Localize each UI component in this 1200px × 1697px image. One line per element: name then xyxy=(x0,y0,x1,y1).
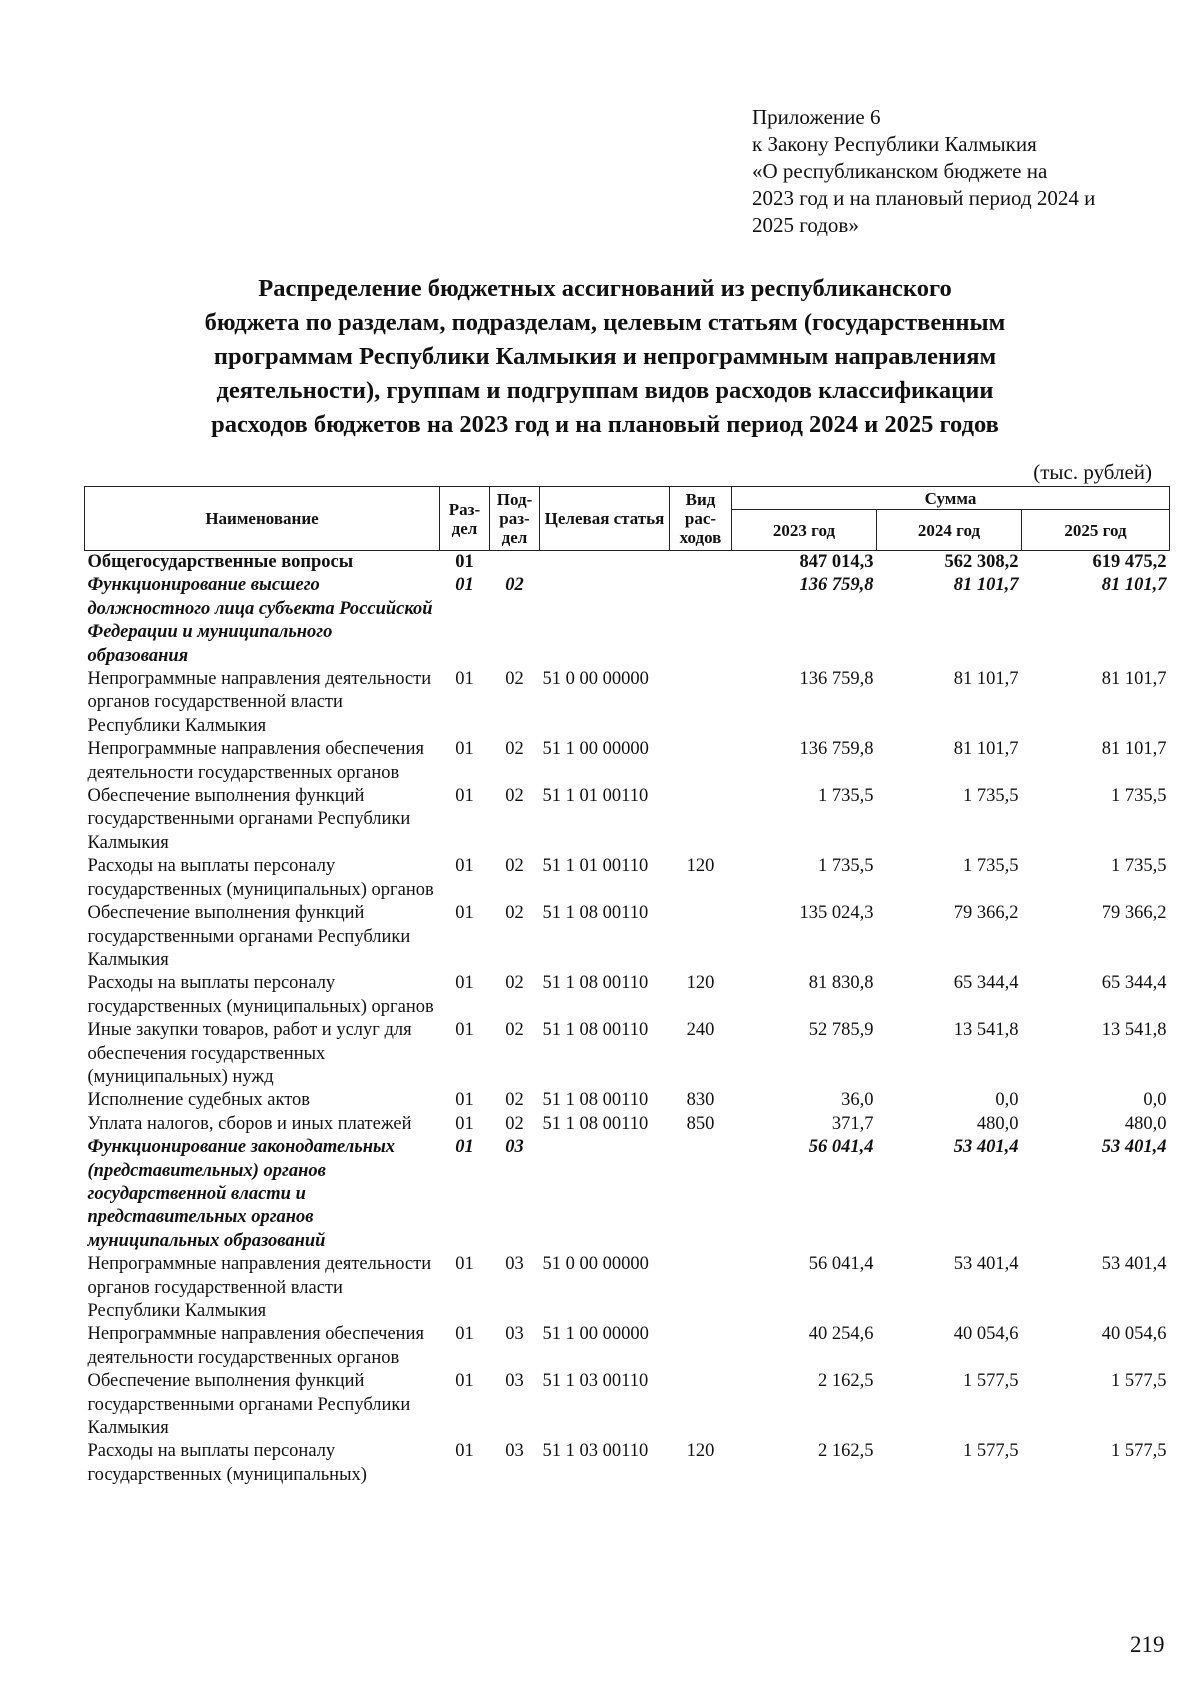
cell-sum-2025: 40 054,6 xyxy=(1101,1324,1167,1345)
cell-subsection: 02 xyxy=(505,1090,524,1111)
cell-section: 01 xyxy=(455,669,474,690)
cell-sum-2025: 13 541,8 xyxy=(1101,1020,1167,1041)
header-name: Наименование xyxy=(85,487,440,551)
cell-subsection: 02 xyxy=(505,669,524,690)
title-line: расходов бюджетов на 2023 год и на плановый период 2024 и 2025 годов xyxy=(211,411,999,438)
table-row xyxy=(85,1253,1170,1323)
cell-sum-2023: 52 785,9 xyxy=(808,1020,874,1041)
cell-section: 01 xyxy=(455,575,474,596)
cell-target-article: 51 1 08 00110 xyxy=(542,973,649,994)
cell-subsection: 02 xyxy=(505,739,524,760)
table-row xyxy=(85,738,1170,785)
cell-name: Непрограммные направления деятельности органов государственной власти Республики Калмыкия xyxy=(87,669,432,736)
cell-target-article: 51 1 08 00110 xyxy=(542,1090,649,1111)
cell-expense-type xyxy=(670,738,732,785)
header-year-2023: 2023 год xyxy=(732,510,877,551)
cell-sum-2025: 53 401,4 xyxy=(1101,1137,1167,1158)
header-year-2025: 2025 год xyxy=(1022,510,1170,551)
cell-expense-type: 830 xyxy=(686,1090,715,1111)
cell-name: Расходы на выплаты персоналу государственных (муниципальных) органов xyxy=(87,973,434,1017)
cell-target-article: 51 1 00 00000 xyxy=(542,739,649,760)
cell-name: Общегосударственные вопросы xyxy=(87,552,354,572)
cell-subsection: 02 xyxy=(505,575,524,596)
cell-expense-type xyxy=(670,1370,732,1440)
table-row xyxy=(85,1019,1170,1089)
cell-sum-2025: 65 344,4 xyxy=(1101,973,1167,994)
cell-sum-2025: 480,0 xyxy=(1124,1113,1167,1134)
cell-sum-2024: 53 401,4 xyxy=(953,1254,1019,1275)
cell-sum-2023: 847 014,3 xyxy=(799,552,874,572)
cell-sum-2024: 1 735,5 xyxy=(963,786,1019,807)
cell-sum-2025: 81 101,7 xyxy=(1101,575,1167,596)
table-row xyxy=(85,668,1170,738)
cell-name: Исполнение судебных актов xyxy=(87,1090,311,1111)
cell-name: Уплата налогов, сборов и иных платежей xyxy=(87,1113,412,1134)
cell-expense-type xyxy=(670,574,732,668)
cell-name: Обеспечение выполнения функций государственными органами Республики Калмыкия xyxy=(87,1371,411,1439)
cell-sum-2023: 1 735,5 xyxy=(818,786,874,807)
cell-sum-2025: 619 475,2 xyxy=(1092,552,1167,572)
cell-sum-2023: 81 830,8 xyxy=(808,973,874,994)
table-row xyxy=(85,1113,1170,1136)
cell-sum-2023: 2 162,5 xyxy=(818,1371,874,1392)
cell-sum-2024: 53 401,4 xyxy=(953,1137,1019,1158)
cell-section: 01 xyxy=(455,1254,474,1275)
cell-sum-2025: 53 401,4 xyxy=(1101,1254,1167,1275)
cell-sum-2025: 1 735,5 xyxy=(1111,856,1167,877)
cell-section: 01 xyxy=(455,973,474,994)
title-line: Распределение бюджетных ассигнований из республиканского xyxy=(258,275,952,302)
cell-expense-type: 850 xyxy=(686,1113,715,1134)
cell-target-article: 51 1 03 00110 xyxy=(542,1441,649,1462)
appendix-line: Приложение 6 xyxy=(752,105,881,129)
cell-sum-2024: 40 054,6 xyxy=(953,1324,1019,1345)
table-row xyxy=(85,1323,1170,1370)
cell-section: 01 xyxy=(455,903,474,924)
cell-sum-2025: 1 577,5 xyxy=(1111,1441,1167,1462)
appendix-line: к Закону Республики Калмыкия xyxy=(752,132,1037,156)
cell-sum-2024: 13 541,8 xyxy=(953,1020,1019,1041)
header-section: Раз-дел xyxy=(440,487,490,551)
cell-subsection: 02 xyxy=(505,1020,524,1041)
cell-section: 01 xyxy=(455,1020,474,1041)
cell-target-article: 51 1 08 00110 xyxy=(542,903,649,924)
cell-sum-2024: 81 101,7 xyxy=(953,575,1019,596)
cell-target-article: 51 0 00 00000 xyxy=(542,1254,649,1275)
appendix-line: «О республиканском бюджете на xyxy=(752,159,1048,183)
header-year-2024: 2024 год xyxy=(877,510,1022,551)
cell-name: Непрограммные направления обеспечения деятельности государственных органов xyxy=(87,739,424,783)
table-row xyxy=(85,855,1170,902)
cell-sum-2023: 136 759,8 xyxy=(799,739,874,760)
cell-sum-2025: 81 101,7 xyxy=(1101,669,1167,690)
cell-target-article: 51 1 08 00110 xyxy=(542,1113,649,1134)
cell-expense-type xyxy=(670,785,732,855)
cell-sum-2023: 40 254,6 xyxy=(808,1324,874,1345)
cell-subsection: 02 xyxy=(505,786,524,807)
table-row xyxy=(85,1089,1170,1112)
header-subsection: Под-раз-дел xyxy=(490,487,540,551)
cell-target-article: 51 1 03 00110 xyxy=(542,1371,649,1392)
header-target-article: Целевая статья xyxy=(540,487,670,551)
cell-target-article: 51 1 01 00110 xyxy=(542,856,649,877)
cell-expense-type xyxy=(670,551,732,575)
cell-section: 01 xyxy=(455,552,474,572)
cell-expense-type xyxy=(670,668,732,738)
appendix-note xyxy=(752,104,1172,239)
cell-subsection: 03 xyxy=(505,1137,524,1158)
cell-name: Функционирование законодательных (представительных) органов государственной власти и представительных органов муниципальных образований xyxy=(87,1137,396,1251)
appendix-line: 2023 год и на плановый период 2024 и xyxy=(752,186,1096,210)
table-row xyxy=(85,1136,1170,1253)
cell-subsection: 03 xyxy=(505,1371,524,1392)
cell-sum-2024: 1 735,5 xyxy=(963,856,1019,877)
cell-name: Расходы на выплаты персоналу государственных (муниципальных) xyxy=(87,1441,367,1485)
title-line: деятельности), группам и подгруппам видов расходов классификации xyxy=(216,377,994,404)
cell-sum-2025: 0,0 xyxy=(1143,1090,1167,1111)
cell-expense-type xyxy=(670,1136,732,1253)
cell-sum-2024: 562 308,2 xyxy=(944,552,1019,572)
table-row xyxy=(85,902,1170,972)
cell-sum-2024: 480,0 xyxy=(976,1113,1019,1134)
cell-target-article: 51 1 08 00110 xyxy=(542,1020,649,1041)
cell-target-article: 51 0 00 00000 xyxy=(542,669,649,690)
cell-section: 01 xyxy=(455,1113,474,1134)
cell-sum-2023: 56 041,4 xyxy=(808,1254,874,1275)
cell-subsection: 02 xyxy=(505,973,524,994)
cell-expense-type: 120 xyxy=(686,856,715,877)
table-row xyxy=(85,1440,1170,1487)
cell-subsection: 02 xyxy=(505,903,524,924)
cell-name: Обеспечение выполнения функций государственными органами Республики Калмыкия xyxy=(87,903,411,970)
cell-target-article xyxy=(540,574,670,668)
cell-sum-2025: 79 366,2 xyxy=(1101,903,1167,924)
cell-sum-2024: 65 344,4 xyxy=(953,973,1019,994)
budget-table xyxy=(84,486,1170,1487)
cell-section: 01 xyxy=(455,739,474,760)
cell-section: 01 xyxy=(455,856,474,877)
cell-subsection: 03 xyxy=(505,1324,524,1345)
table-header xyxy=(85,487,1170,551)
cell-section: 01 xyxy=(455,786,474,807)
cell-sum-2023: 135 024,3 xyxy=(799,903,874,924)
cell-section: 01 xyxy=(455,1324,474,1345)
cell-name: Непрограммные направления деятельности органов государственной власти Республики Калмыкия xyxy=(87,1254,432,1321)
cell-sum-2025: 1 577,5 xyxy=(1111,1371,1167,1392)
header-expense-type: Вид рас-ходов xyxy=(670,487,732,551)
table-body xyxy=(85,551,1170,1488)
cell-name: Непрограммные направления обеспечения деятельности государственных органов xyxy=(87,1324,424,1368)
header-sum: Сумма xyxy=(732,487,1170,510)
cell-sum-2024: 79 366,2 xyxy=(953,903,1019,924)
cell-sum-2023: 2 162,5 xyxy=(818,1441,874,1462)
cell-expense-type: 120 xyxy=(686,1441,715,1462)
cell-sum-2023: 136 759,8 xyxy=(799,669,874,690)
cell-section: 01 xyxy=(455,1090,474,1111)
cell-expense-type xyxy=(670,1323,732,1370)
cell-name: Функционирование высшего должностного лица субъекта Российской Федерации и муниципального образования xyxy=(87,575,433,666)
cell-expense-type xyxy=(670,1253,732,1323)
cell-name: Иные закупки товаров, работ и услуг для обеспечения государственных (муниципальных) нужд xyxy=(87,1020,412,1087)
title-line: программам Республики Калмыкия и непрограммным направлениям xyxy=(213,343,997,370)
cell-expense-type: 240 xyxy=(686,1020,715,1041)
cell-sum-2024: 0,0 xyxy=(995,1090,1019,1111)
table-row xyxy=(85,574,1170,668)
cell-sum-2024: 81 101,7 xyxy=(953,669,1019,690)
cell-target-article: 51 1 00 00000 xyxy=(542,1324,649,1345)
page-number: 219 xyxy=(1130,1632,1165,1657)
cell-sum-2025: 1 735,5 xyxy=(1111,786,1167,807)
cell-target-article: 51 1 01 00110 xyxy=(542,786,649,807)
cell-subsection: 03 xyxy=(505,1441,524,1462)
cell-sum-2023: 56 041,4 xyxy=(808,1137,874,1158)
title-line: бюджета по разделам, подразделам, целевым статьям (государственным xyxy=(204,309,1006,336)
cell-sum-2024: 1 577,5 xyxy=(963,1441,1019,1462)
cell-sum-2024: 1 577,5 xyxy=(963,1371,1019,1392)
cell-sum-2024: 81 101,7 xyxy=(953,739,1019,760)
cell-subsection xyxy=(490,551,540,575)
table-row xyxy=(85,551,1170,575)
cell-subsection: 03 xyxy=(505,1254,524,1275)
cell-section: 01 xyxy=(455,1441,474,1462)
table-row xyxy=(85,1370,1170,1440)
table-row xyxy=(85,972,1170,1019)
units-note: (тыс. рублей) xyxy=(1033,460,1152,484)
cell-subsection: 02 xyxy=(505,856,524,877)
cell-section: 01 xyxy=(455,1137,474,1158)
appendix-line: 2025 годов» xyxy=(752,213,859,237)
cell-expense-type: 120 xyxy=(686,973,715,994)
cell-section: 01 xyxy=(455,1371,474,1392)
cell-name: Обеспечение выполнения функций государственными органами Республики Калмыкия xyxy=(87,786,411,853)
cell-expense-type xyxy=(670,902,732,972)
table-row xyxy=(85,785,1170,855)
cell-subsection: 02 xyxy=(505,1113,524,1134)
cell-sum-2025: 81 101,7 xyxy=(1101,739,1167,760)
cell-sum-2023: 371,7 xyxy=(831,1113,874,1134)
cell-sum-2023: 36,0 xyxy=(841,1090,874,1111)
document-title xyxy=(130,272,1080,442)
cell-name: Расходы на выплаты персоналу государственных (муниципальных) органов xyxy=(87,856,434,900)
cell-sum-2023: 136 759,8 xyxy=(799,575,874,596)
cell-target-article xyxy=(540,551,670,575)
cell-target-article xyxy=(540,1136,670,1253)
cell-sum-2023: 1 735,5 xyxy=(818,856,874,877)
